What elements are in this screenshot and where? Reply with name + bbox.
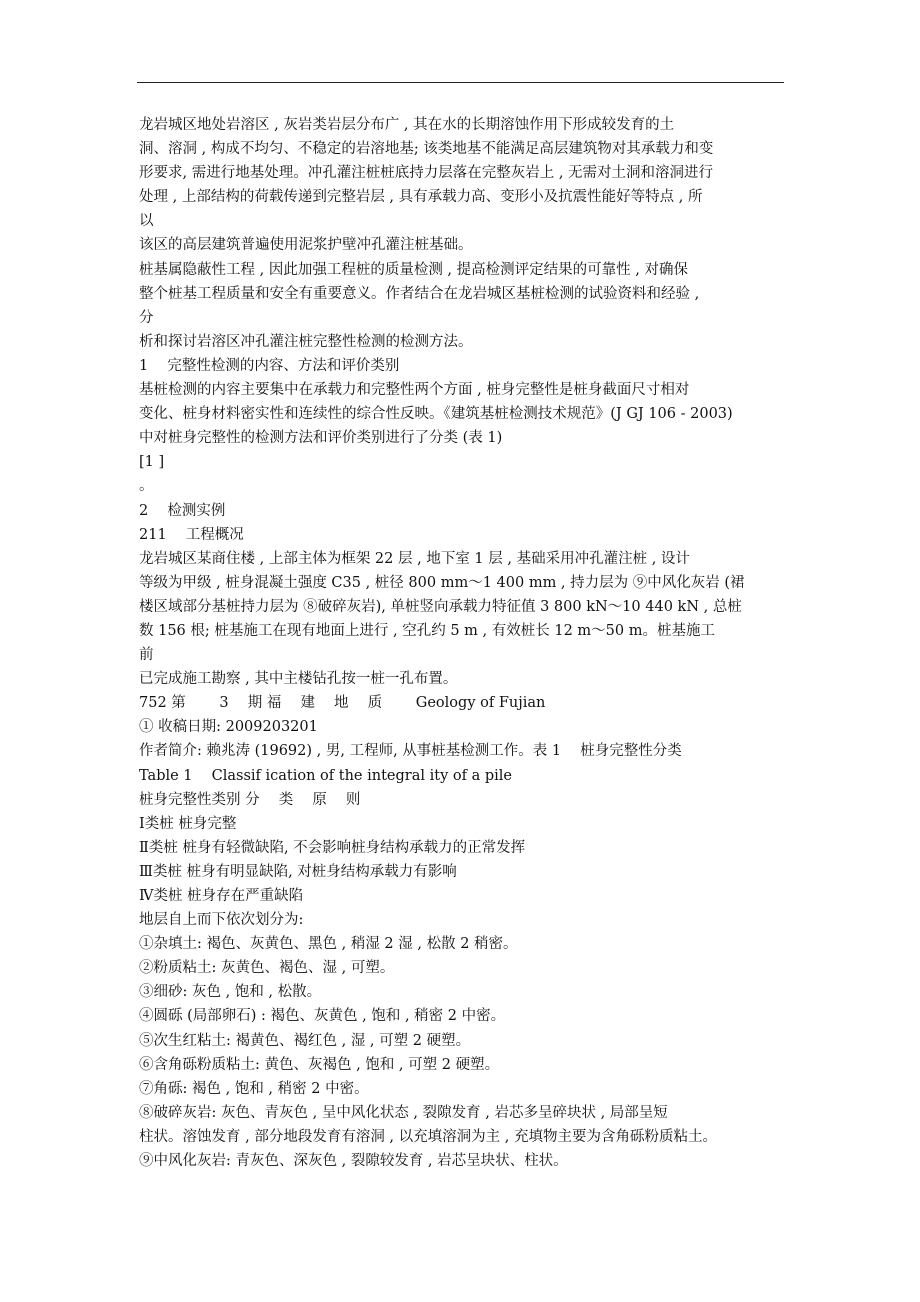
header-rule xyxy=(137,82,784,83)
list-item: ⑥含角砾粉质粘土: 黄色、灰褐色 , 饱和 , 可塑 2 硬塑。 xyxy=(139,1056,500,1073)
text-line: 基桩检测的内容主要集中在承载力和完整性两个方面 , 桩身完整性是桩身截面尺寸相对 xyxy=(139,382,690,399)
text-line: 楼区域部分基桩持力层为 ⑧破碎灰岩), 单桩竖向承载力特征值 3 800 kN～10 440 kN , 总桩 xyxy=(139,598,742,615)
text-line: 析和探讨岩溶区冲孔灌注桩完整性检测的检测方法。 xyxy=(139,333,473,350)
list-item: ④圆砾 (局部卵石) : 褐色、灰黄色 , 饱和 , 稍密 2 中密。 xyxy=(139,1008,506,1025)
text-line: 已完成施工勘察 , 其中主楼钻孔按一桩一孔布置。 xyxy=(139,671,458,688)
list-item: ⑧破碎灰岩: 灰色、青灰色 , 呈中风化状态 , 裂隙发育 , 岩芯多呈碎块状 , 局部呈短 xyxy=(139,1104,668,1121)
text-line: 分 xyxy=(139,309,154,326)
list-item: ⑦角砾: 褐色 , 饱和 , 稍密 2 中密。 xyxy=(139,1080,369,1097)
author-note: 作者简介: 赖兆涛 (19692) , 男, 工程师, 从事桩基检测工作。表 1 桩身完整性分类 xyxy=(139,743,682,760)
list-item: ③细砂: 灰色 , 饱和 , 松散。 xyxy=(139,984,322,1001)
text-line: 龙岩城区地处岩溶区 , 灰岩类岩层分布广 , 其在水的长期溶蚀作用下形成较发育的土 xyxy=(139,117,675,133)
list-item: ⑨中风化灰岩: 青灰色、深灰色 , 裂隙较发育 , 岩芯呈块状、柱状。 xyxy=(139,1153,568,1170)
footnote-received-date: ① 收稿日期: 2009203201 xyxy=(139,719,318,736)
list-item: ①杂填土: 褐色、灰黄色、黑色 , 稍湿 2 湿 , 松散 2 稍密。 xyxy=(139,936,518,953)
text-line: 等级为甲级 , 桩身混凝土强度 C35 , 桩径 800 mm～1 400 mm , 持力层为 ⑨中风化灰岩 (裙 xyxy=(139,574,745,591)
table-row: Ⅱ类桩 桩身有轻微缺陷, 不会影响桩身结构承载力的正常发挥 xyxy=(139,839,526,856)
text-line: 形要求, 需进行地基处理。冲孔灌注桩桩底持力层落在完整灰岩上 , 无需对土洞和溶洞进行 xyxy=(139,165,714,182)
text-line: 前 xyxy=(139,647,154,664)
body-text xyxy=(139,113,839,1173)
table-caption: Table 1 Classif ication of the integral ity of a pile xyxy=(139,767,512,784)
section-heading: 1 完整性检测的内容、方法和评价类别 xyxy=(139,357,400,374)
list-item: ②粉质粘土: 灰黄色、褐色、湿 , 可塑。 xyxy=(139,960,395,977)
list-item: ⑤次生红粘土: 褐黄色、褐红色 , 湿 , 可塑 2 硬塑。 xyxy=(139,1032,471,1049)
page-footer-line: 752 第 3 期 福 建 地 质 Geology of Fujian xyxy=(139,695,546,712)
table-row: Ⅲ类桩 桩身有明显缺陷, 对桩身结构承载力有影响 xyxy=(139,863,457,880)
text-line: 洞、溶洞 , 构成不均匀、不稳定的岩溶地基; 该类地基不能满足高层建筑物对其承载力和变 xyxy=(139,141,714,158)
table-header: 桩身完整性类别 分 类 原 则 xyxy=(139,791,361,808)
reference-mark: [1 ] xyxy=(139,454,165,471)
list-item-continued: 柱状。溶蚀发育 , 部分地段发育有溶洞 , 以充填溶洞为主 , 充填物主要为含角砾粉质粘土。 xyxy=(139,1128,717,1145)
text-line: 桩基属隐蔽性工程 , 因此加强工程桩的质量检测 , 提高检测评定结果的可靠性 , 对确保 xyxy=(139,261,688,278)
text-line: 处理 , 上部结构的荷载传递到完整岩层 , 具有承载力高、变形小及抗震性能好等特点 , 所 xyxy=(139,189,703,206)
text-line: 整个桩基工程质量和安全有重要意义。作者结合在龙岩城区基桩检测的试验资料和经验 , xyxy=(139,285,700,302)
table-row: Ⅰ类桩 桩身完整 xyxy=(139,815,237,832)
text-line: 数 156 根; 桩基施工在现有地面上进行 , 空孔约 5 m , 有效桩长 12 m～50 m。桩基施工 xyxy=(139,622,715,639)
text-line: 该区的高层建筑普遍使用泥浆护壁冲孔灌注桩基础。 xyxy=(139,237,473,254)
text-line: 龙岩城区某商住楼 , 上部主体为框架 22 层 , 地下室 1 层 , 基础采用冲孔灌注桩 , 设计 xyxy=(139,550,690,567)
table-row: Ⅳ类桩 桩身存在严重缺陷 xyxy=(139,888,304,904)
text-line: 以 xyxy=(139,213,154,230)
section-heading: 2 检测实例 xyxy=(139,502,226,519)
text-line: 变化、桩身材料密实性和连续性的综合性反映。《建筑基桩检测技术规范》(J GJ 106 - 2003) xyxy=(139,406,733,423)
subsection-heading: 211 工程概况 xyxy=(139,526,244,543)
text-line: 。 xyxy=(139,478,154,495)
text-line: 地层自上而下依次划分为: xyxy=(139,912,304,929)
text-line: 中对桩身完整性的检测方法和评价类别进行了分类 (表 1) xyxy=(139,430,503,447)
